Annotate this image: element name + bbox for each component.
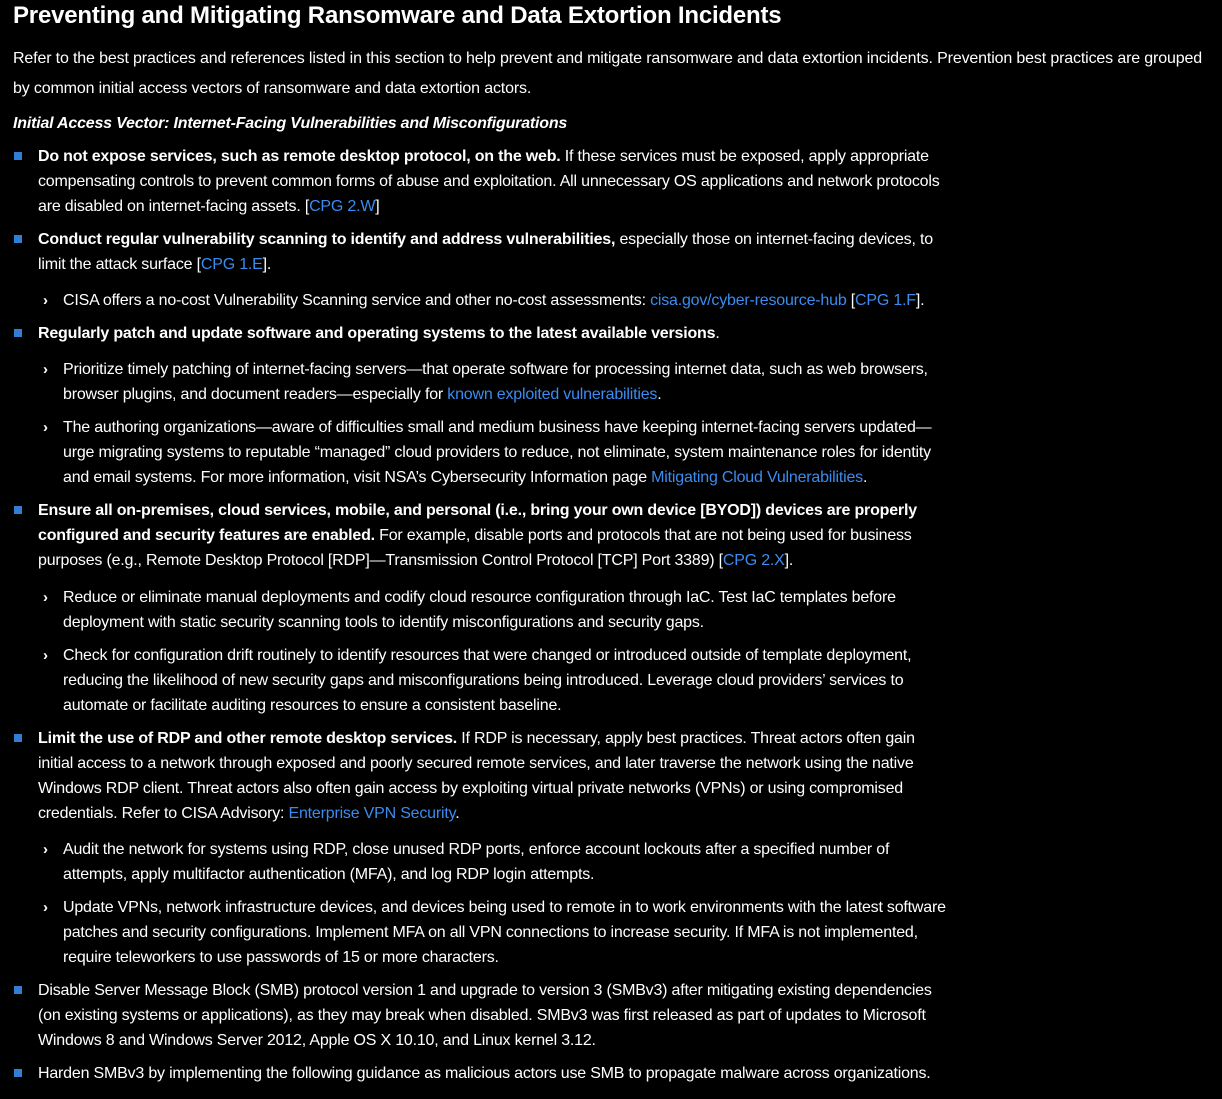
sub-item-text: [ [846, 292, 856, 309]
item-text: For example, disable ports and protocols that are not being used for business purposes (e.g., Remote Desktop Protocol [RDP]—Transmission Control Protocol [TCP] Port 3389) [ [38, 527, 912, 569]
page-title: Preventing and Mitigating Ransomware and Data Extortion Incidents [13, 2, 782, 29]
cpg-1e-link[interactable]: CPG 1.E [200, 256, 263, 273]
sub-list-item [38, 288, 953, 313]
sub-list-item [38, 643, 953, 718]
square-bullet-icon [14, 506, 22, 514]
sub-list [38, 585, 953, 718]
sub-item-text: Audit the network for systems using RDP, close unused RDP ports, enforce account lockouts after a specified number of attempts, apply multifactor authentication (MFA), and log RDP login attempts. [63, 841, 890, 883]
cpg-1f-link[interactable]: CPG 1.F [855, 292, 916, 309]
sub-item-text-end: . [862, 469, 868, 486]
intro-paragraph: Refer to the best practices and references listed in this section to help prevent and mitigate ransomware and data extortion incidents. Prevention best practices are grouped by common initial access vectors of ransomware and data extortion actors. [13, 50, 1202, 97]
item-heading: Ensure all on-premises, cloud services, mobile, and personal (i.e., bring your own device [BYOD]) devices are properly configured and security features are enabled. [38, 502, 917, 544]
sub-list-item [38, 837, 953, 887]
chevron-right-icon: › [43, 292, 48, 309]
item-text: If these services must be exposed, apply appropriate compensating controls to prevent common forms of abuse and exploitation. All unnecessary OS applications and network protocols are disabled on internet-facing assets. [ [38, 148, 940, 215]
chevron-right-icon: › [43, 361, 48, 378]
cpg-2w-link[interactable]: CPG 2.W [309, 198, 376, 215]
square-bullet-icon [14, 235, 22, 243]
square-bullet-icon [14, 986, 22, 994]
sub-list-item [38, 357, 953, 407]
known-exploited-vulnerabilities-link[interactable]: known exploited vulnerabilities [447, 386, 658, 403]
sub-list-item [38, 895, 953, 970]
mitigating-cloud-vulnerabilities-link[interactable]: Mitigating Cloud Vulnerabilities [651, 469, 863, 486]
chevron-right-icon: › [43, 841, 48, 858]
sub-item-text: Prioritize timely patching of internet-facing servers—that operate software for processing internet data, such as web browsers, browser plugins, and document readers—especially for [63, 361, 928, 403]
item-heading: Do not expose services, such as remote desktop protocol, on the web. [38, 148, 561, 165]
chevron-right-icon: › [43, 589, 48, 606]
sub-item-text: Reduce or eliminate manual deployments and codify cloud resource configuration through IaC. Test IaC templates before deployment with static security scanning tools to identify misconfigurations and security gaps. [63, 589, 896, 631]
sub-list [13, 288, 953, 313]
square-bullet-icon [14, 1069, 22, 1077]
item-text-end: ]. [784, 552, 794, 569]
practices-list [13, 144, 953, 1086]
sub-item-text-end: . [657, 386, 662, 403]
list-item [13, 227, 953, 313]
sub-list [38, 837, 953, 970]
list-item [13, 978, 953, 1053]
item-text-end: . [455, 805, 460, 822]
chevron-right-icon: › [43, 419, 48, 436]
cpg-2x-link[interactable]: CPG 2.X [722, 552, 785, 569]
article [13, 0, 1218, 1086]
item-text-end: . [715, 325, 720, 342]
square-bullet-icon [14, 734, 22, 742]
sub-item-text: Update VPNs, network infrastructure devices, and devices being used to remote in to work environments with the latest software patches and security configurations. Implement MFA on all VPN connections to increase security. If MFA is not implemented, require teleworkers to use passwords of 15 or more characters. [63, 899, 946, 966]
section-subheading: Initial Access Vector: Internet-Facing Vulnerabilities and Misconfigurations [13, 115, 568, 132]
sub-list-item [38, 415, 953, 490]
chevron-right-icon: › [43, 647, 48, 664]
sub-item-text: The authoring organizations—aware of difficulties small and medium business have keeping internet-facing servers updated—urge migrating systems to reputable “managed” cloud providers to reduce, not eliminate, system maintenance roles for identity and email systems. For more information, visit NSA’s Cybersecurity Information page [63, 419, 932, 486]
item-text: Disable Server Message Block (SMB) protocol version 1 and upgrade to version 3 (SMBv3) after mitigating existing dependencies (on existing systems or applications), as they may break when disabled. SMBv3 was first released as part of updates to Microsoft Windows 8 and Windows Server 2012, Apple OS X 10.10, and Linux kernel 3.12. [38, 982, 932, 1049]
list-item [13, 321, 953, 490]
item-text: especially those on internet-facing devices, to limit the attack surface [ [38, 231, 933, 273]
item-text: If RDP is necessary, apply best practices. Threat actors often gain initial access to a network through exposed and poorly secured remote services, and later traverse the network using the native Windows RDP client. Threat actors also often gain access by exploiting virtual private networks (VPNs) or using compromised credentials. Refer to CISA Advisory: [38, 730, 915, 822]
square-bullet-icon [14, 152, 22, 160]
sub-item-text: Check for configuration drift routinely to identify resources that were changed or introduced outside of template deployment, reducing the likelihood of new security gaps and misconfigurations being introduced. Leverage cloud providers’ services to automate or facilitate auditing resources to ensure a consistent baseline. [63, 647, 912, 714]
item-heading: Conduct regular vulnerability scanning to identify and address vulnerabilities, [38, 231, 616, 248]
list-item [13, 726, 953, 970]
sub-list-item [38, 585, 953, 635]
item-heading: Limit the use of RDP and other remote desktop services. [38, 730, 458, 747]
enterprise-vpn-security-link[interactable]: Enterprise VPN Security [288, 805, 456, 822]
item-text: Harden SMBv3 by implementing the following guidance as malicious actors use SMB to propagate malware across organizations. [38, 1065, 931, 1082]
list-item [13, 498, 953, 718]
sub-list [38, 357, 953, 490]
item-text-end: ] [375, 198, 380, 215]
item-heading: Regularly patch and update software and operating systems to the latest available versions [38, 325, 716, 342]
item-text-end: ]. [262, 256, 272, 273]
list-item [13, 144, 953, 219]
sub-item-text: CISA offers a no-cost Vulnerability Scanning service and other no-cost assessments: [63, 292, 651, 309]
cyber-resource-hub-link[interactable]: cisa.gov/cyber-resource-hub [650, 292, 847, 309]
list-item [13, 1061, 953, 1086]
chevron-right-icon: › [43, 899, 48, 916]
sub-item-text-end: ]. [915, 292, 925, 309]
square-bullet-icon [14, 329, 22, 337]
